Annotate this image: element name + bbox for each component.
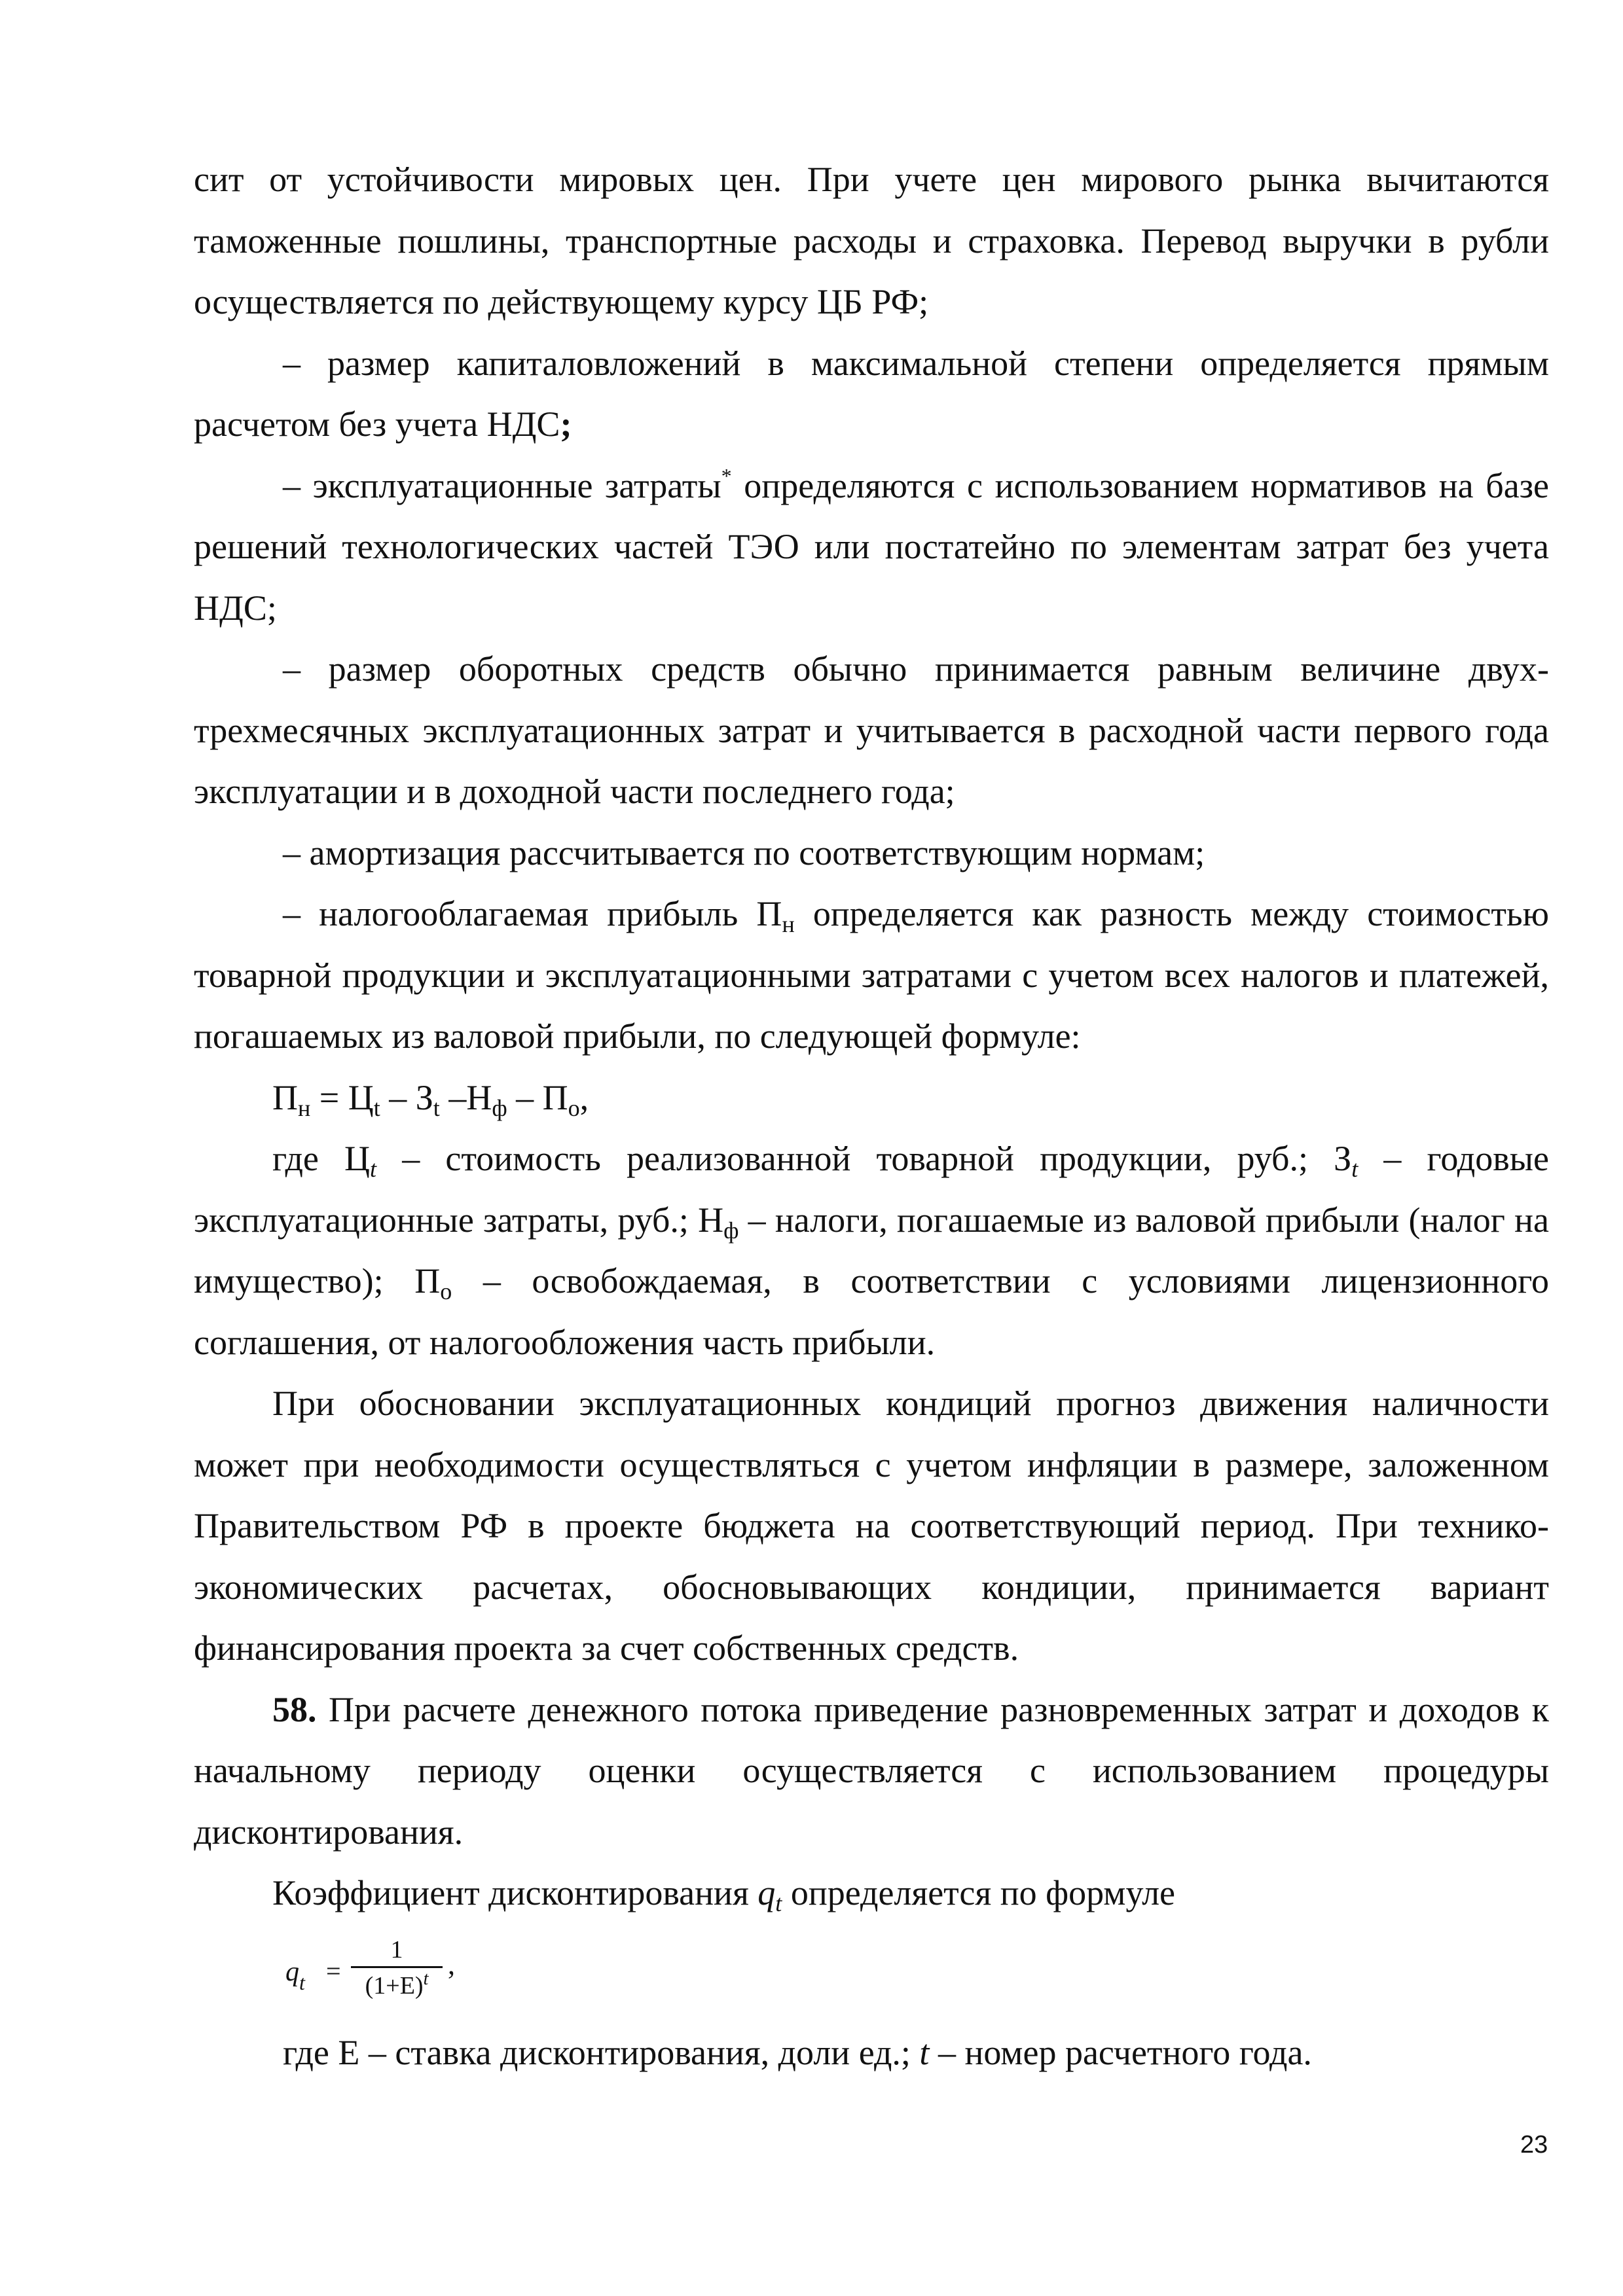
- paragraph-discount-coefficient: [194, 1863, 1549, 1924]
- formula-term: – З: [380, 1077, 433, 1117]
- list-item-text: – размер капиталовложений в максимальной степени определяется прямым расчетом без учета НДС: [194, 343, 1549, 444]
- formula-legend: [194, 1128, 1549, 1373]
- subscript: t: [433, 1094, 440, 1121]
- legend-text: – освобождаемая, в соответствии с условиями лицензионного соглашения, от налогообложения часть прибыли.: [194, 1261, 1549, 1362]
- superscript: t: [423, 1968, 429, 1989]
- paragraph-text: определяется по формуле: [782, 1873, 1176, 1912]
- subscript: t: [370, 1156, 377, 1182]
- list-item-working-capital: – размер оборотных средств обычно принимается равным величине двух-трехмесячных эксплуатационных затрат и учитывается в расходной части первого года эксплуатации и в доходной части последнего года;: [194, 649, 1549, 811]
- variable: q: [757, 1873, 776, 1912]
- equals-sign: =: [326, 1956, 341, 1986]
- legend-text: где Е – ставка дисконтирования, доли ед.;: [283, 2032, 920, 2072]
- variable: t: [919, 2032, 930, 2072]
- subscript: ф: [492, 1094, 507, 1121]
- bold-semicolon: ;: [560, 404, 572, 444]
- footnote-marker: *: [721, 463, 732, 488]
- list-item-taxable-profit: [194, 884, 1549, 1067]
- subscript: н: [298, 1094, 311, 1121]
- list-item-depreciation: – амортизация рассчитывается по соответствующим нормам;: [283, 833, 1205, 872]
- variable: q: [285, 1956, 299, 1987]
- fraction-numerator: 1: [390, 1935, 403, 1964]
- subscript: ф: [723, 1217, 739, 1244]
- subscript: о: [568, 1094, 580, 1121]
- fraction: [351, 1937, 443, 1998]
- denominator-text: (1+E): [365, 1971, 424, 2000]
- paragraph-text: Коэффициент дисконтирования: [272, 1873, 758, 1912]
- formula-term: –Н: [439, 1077, 492, 1117]
- formula-lhs: [285, 1956, 305, 1994]
- legend-text: – номер расчетного года.: [929, 2032, 1312, 2072]
- list-item-text: определяются с использованием нормативов на базе решений технологических частей ТЭО или постатейно по элементам затрат без учета НДС;: [194, 465, 1549, 628]
- subscript: t: [1351, 1156, 1359, 1182]
- subscript: н: [782, 911, 795, 937]
- legend-text: – налоги, погашаемые из валовой прибыли (налог на имущество); П: [194, 1200, 1550, 1300]
- document-body: [194, 149, 1549, 2083]
- paragraph-inflation: При обосновании эксплуатационных кондиций прогноз движения наличности может при необходимости осуществляться с учетом инфляции в размере, заложенном Правительством РФ в проекте бюджета на соответствующий период. При технико-экономических расчетах, обосновывающих кондиции, принимается вариант финансирования проекта за счет собственных средств.: [194, 1384, 1549, 1668]
- formula-comma: ,: [448, 1948, 455, 1981]
- list-item-text: определяется как разность между стоимостью товарной продукции и эксплуатационными затратами с учетом всех налогов и платежей, погашаемых из валовой прибыли, по следующей формуле:: [194, 894, 1550, 1056]
- legend-text: – стоимость реализованной товарной продукции, руб.; З: [376, 1139, 1352, 1178]
- section-number: 58.: [272, 1689, 317, 1729]
- subscript: t: [299, 1970, 305, 1994]
- formula-taxable-profit: [194, 1067, 1549, 1129]
- page-number: 23: [1520, 2131, 1548, 2159]
- formula-term: ,: [579, 1077, 589, 1117]
- formula-term: = Ц: [310, 1077, 374, 1117]
- legend-text: где Ц: [272, 1139, 371, 1178]
- paragraph-58: [194, 1679, 1549, 1863]
- formula-legend-discount: [194, 2022, 1549, 2084]
- paragraph-continuation: сит от устойчивости мировых цен. При учете цен мирового рынка вычитаются таможенные пошлины, транспортные расходы и страховка. Перевод выручки в рубли осуществляется по действующему курсу ЦБ РФ;: [194, 160, 1549, 321]
- list-item-text: – налогооблагаемая прибыль П: [283, 894, 782, 933]
- formula-discount: [285, 1924, 1549, 2022]
- list-item-operating-costs: [194, 456, 1549, 639]
- list-item-text: – эксплуатационные затраты: [283, 465, 721, 505]
- subscript: t: [775, 1890, 782, 1916]
- paragraph-text: При расчете денежного потока приведение разновременных затрат и доходов к начальному периоду оценки осуществляется с использованием процедуры дисконтирования.: [194, 1689, 1549, 1852]
- fraction-denominator: [351, 1968, 443, 1998]
- formula-term: П: [272, 1077, 298, 1117]
- subscript: о: [440, 1278, 452, 1304]
- formula-term: – П: [507, 1077, 568, 1117]
- list-item-capital-investment: [194, 333, 1549, 456]
- legend-text: – годовые эксплуатационные затраты, руб.; Н: [194, 1139, 1549, 1240]
- subscript: t: [373, 1094, 380, 1121]
